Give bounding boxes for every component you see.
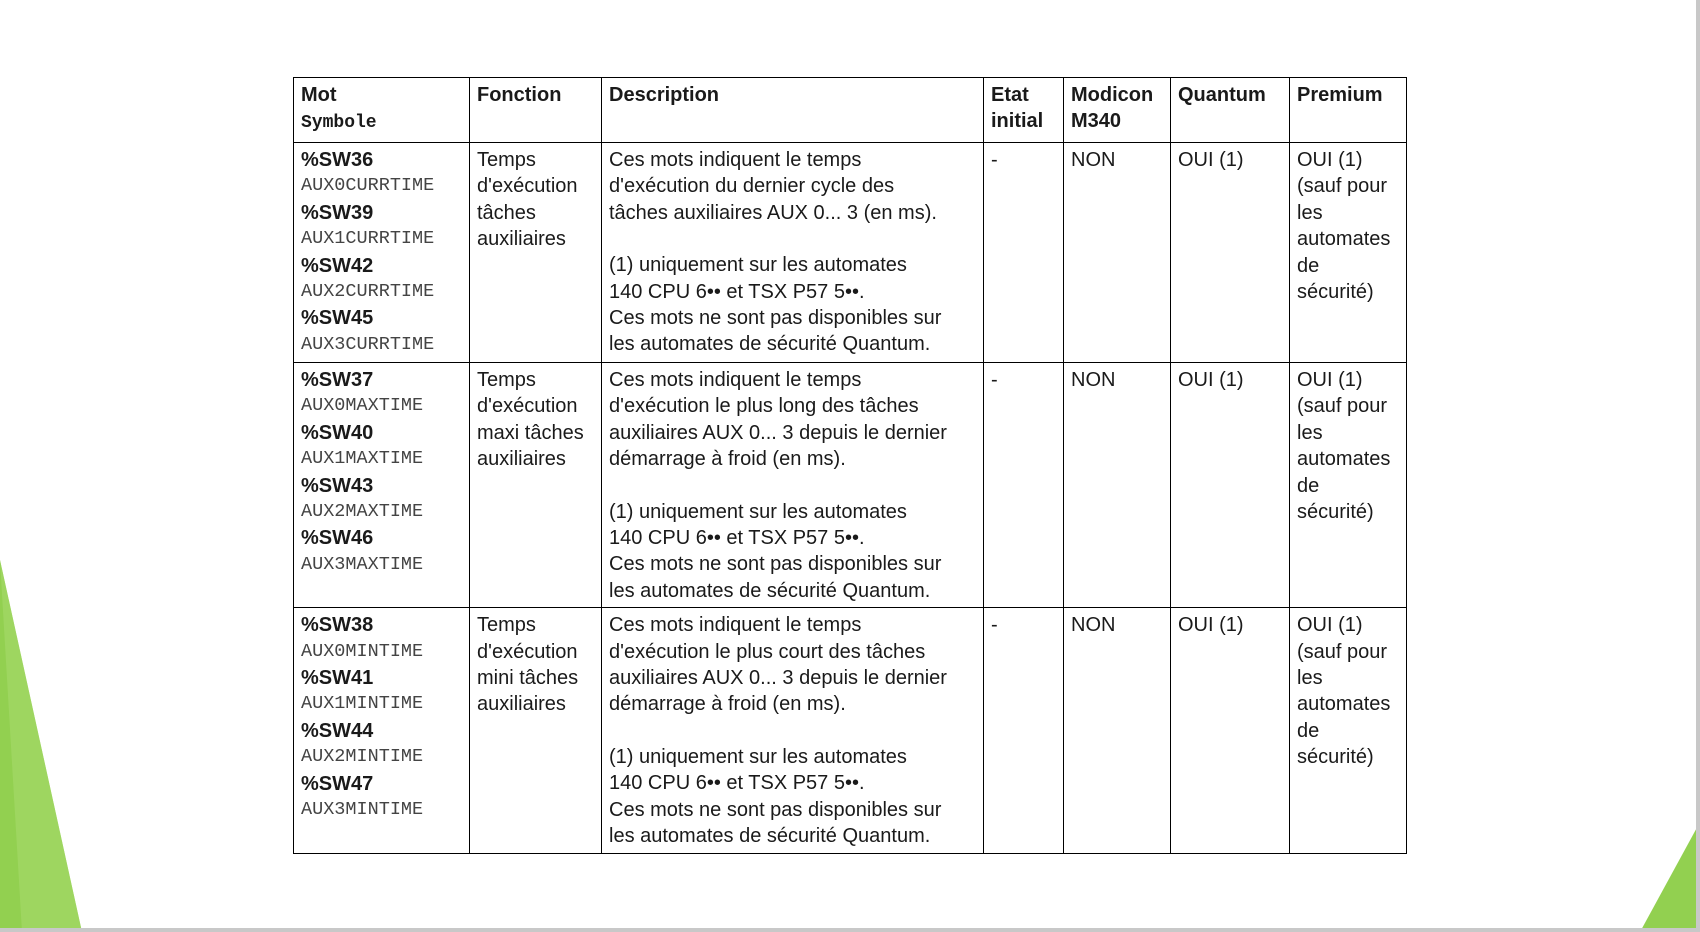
cell-words: %SW36 AUX0CURRTIME %SW39 AUX1CURRTIME %SW42 AUX2CURRTIME %SW45 AUX3CURRTIME [294,143,470,363]
cell-premium: OUI (1) (sauf pour les automates de sécurité) [1290,143,1407,363]
cell-fonction: Temps d'exécution mini tâches auxiliaires [470,608,602,853]
cell-fonction: Temps d'exécution maxi tâches auxiliaires [470,363,602,608]
cell-etat-initial: - [984,143,1064,363]
header-quantum: Quantum [1171,78,1290,143]
table-row [294,143,1407,363]
cell-quantum: OUI (1) [1171,363,1290,608]
cell-etat-initial: - [984,363,1064,608]
cell-etat-initial: - [984,608,1064,853]
system-words-table [293,77,1407,854]
cell-description: Ces mots indiquent le temps d'exécution du dernier cycle des tâches auxiliaires AUX 0... 3 (en ms). (1) uniquement sur les automates 140 CPU 6•• et TSX P57 5••. Ces mots ne sont pas disponibles sur les automates de sécurité Quantum. [602,143,984,363]
frame-right-edge [1696,0,1700,932]
cell-words: %SW37 AUX0MAXTIME %SW40 AUX1MAXTIME %SW43 AUX2MAXTIME %SW46 AUX3MAXTIME [294,363,470,608]
header-description: Description [602,78,984,143]
cell-premium: OUI (1) (sauf pour les automates de sécurité) [1290,608,1407,853]
cell-description: Ces mots indiquent le temps d'exécution le plus long des tâches auxiliaires AUX 0... 3 depuis le dernier démarrage à froid (en ms). (1) uniquement sur les automates 140 CPU 6•• et TSX P57 5••. Ces mots ne sont pas disponibles sur les automates de sécurité Quantum. [602,363,984,608]
cell-premium: OUI (1) (sauf pour les automates de sécurité) [1290,363,1407,608]
header-mot: Mot Symbole [294,78,470,143]
table-row [294,608,1407,853]
cell-description: Ces mots indiquent le temps d'exécution le plus court des tâches auxiliaires AUX 0... 3 depuis le dernier démarrage à froid (en ms). (1) uniquement sur les automates 140 CPU 6•• et TSX P57 5••. Ces mots ne sont pas disponibles sur les automates de sécurité Quantum. [602,608,984,853]
cell-quantum: OUI (1) [1171,143,1290,363]
cell-m340: NON [1064,363,1171,608]
header-fonction: Fonction [470,78,602,143]
cell-m340: NON [1064,143,1171,363]
header-modicon-m340: Modicon M340 [1064,78,1171,143]
header-etat-initial: Etat initial [984,78,1064,143]
right-green-triangle [1640,822,1700,932]
cell-m340: NON [1064,608,1171,853]
header-premium: Premium [1290,78,1407,143]
cell-quantum: OUI (1) [1171,608,1290,853]
table-row [294,363,1407,608]
cell-words: %SW38 AUX0MINTIME %SW41 AUX1MINTIME %SW44 AUX2MINTIME %SW47 AUX3MINTIME [294,608,470,853]
frame-bottom-edge [0,928,1700,932]
table-header-row [294,78,1407,143]
cell-fonction: Temps d'exécution tâches auxiliaires [470,143,602,363]
